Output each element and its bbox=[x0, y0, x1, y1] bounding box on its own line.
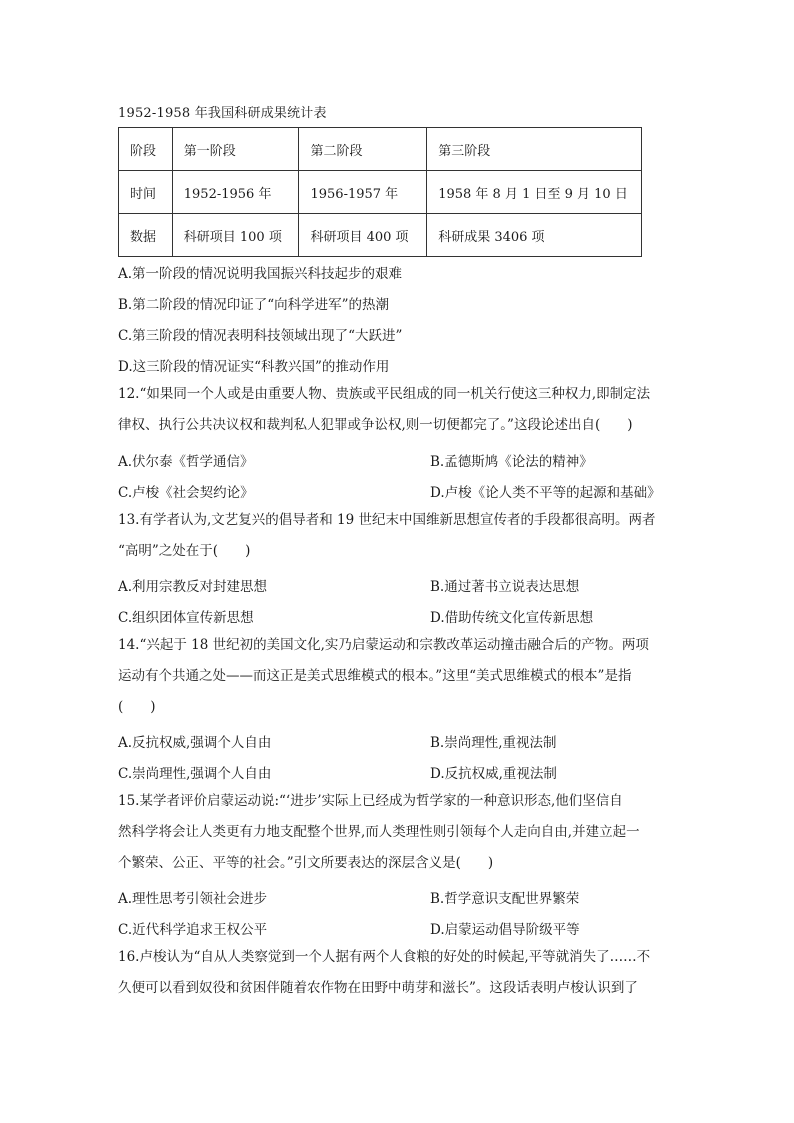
q14-option-c[interactable]: C.崇尚理性,强调个人自由 bbox=[118, 766, 272, 782]
q12-option-a[interactable]: A.伏尔泰《哲学通信》 bbox=[118, 454, 254, 470]
q11-option-c[interactable]: C.第三阶段的情况表明科技领域出现了“大跃进” bbox=[118, 328, 403, 344]
q13-option-b[interactable]: B.通过著书立说表达思想 bbox=[430, 579, 580, 595]
q13-stem-line: “高明”之处在于( ) bbox=[118, 543, 251, 559]
q14-stem-line: 运动有个共通之处——而这正是美式思维模式的根本。”这里“美式思维模式的根本”是指 bbox=[118, 668, 632, 684]
q14-option-a[interactable]: A.反抗权威,强调个人自由 bbox=[118, 735, 272, 751]
q12-option-d[interactable]: D.卢梭《论人类不平等的起源和基础》 bbox=[430, 485, 661, 501]
table-cell: 科研成果 3406 项 bbox=[427, 214, 642, 257]
q11-option-a[interactable]: A.第一阶段的情况说明我国振兴科技起步的艰难 bbox=[118, 266, 403, 282]
q13-option-a[interactable]: A.利用宗教反对封建思想 bbox=[118, 579, 268, 595]
q15-stem-line: 15.某学者评价启蒙运动说:“‘进步’实际上已经成为哲学家的一种意识形态,他们坚信自 bbox=[118, 793, 623, 809]
q14-stem-line: ( ) bbox=[118, 699, 156, 715]
q13-option-d[interactable]: D.借助传统文化宣传新思想 bbox=[430, 610, 594, 626]
research-statistics-table bbox=[118, 127, 642, 257]
q12-stem bbox=[118, 379, 678, 441]
q11-option-b[interactable]: B.第二阶段的情况印证了“向科学进军”的热潮 bbox=[118, 297, 390, 313]
q13-stem bbox=[118, 505, 678, 567]
q12-option-b[interactable]: B.孟德斯鸠《论法的精神》 bbox=[430, 454, 593, 470]
q15-option-c[interactable]: C.近代科学追求王权公平 bbox=[118, 922, 268, 938]
q14-option-d[interactable]: D.反抗权威,重视法制 bbox=[430, 766, 557, 782]
q12-stem-line: 律权、执行公共决议权和裁判私人犯罪或争讼权,则一切便都完了。”这段论述出自( ) bbox=[118, 417, 633, 433]
q15-option-d[interactable]: D.启蒙运动倡导阶级平等 bbox=[430, 922, 580, 938]
q13-stem-line: 13.有学者认为,文艺复兴的倡导者和 19 世纪末中国维新思想宣传者的手段都很高明。两者 bbox=[118, 512, 656, 528]
table-cell: 第三阶段 bbox=[427, 128, 642, 171]
q15-stem bbox=[118, 786, 678, 879]
q12-stem-line: 12.“如果同一个人或是由重要人物、贵族或平民组成的同一机关行使这三种权力,即制定法 bbox=[118, 386, 651, 402]
table-row bbox=[119, 128, 642, 171]
q15-stem-line: 然科学将会让人类更有力地支配整个世界,而人类理性则引领每个人走向自由,并建立起一 bbox=[118, 824, 640, 840]
table-cell: 科研项目 400 项 bbox=[299, 214, 427, 257]
q14-stem-line: 14.“兴起于 18 世纪初的美国文化,实乃启蒙运动和宗教改革运动撞击融合后的产物。两项 bbox=[118, 637, 649, 653]
table-cell: 数据 bbox=[119, 214, 173, 257]
table-cell: 时间 bbox=[119, 171, 173, 214]
q12-option-c[interactable]: C.卢梭《社会契约论》 bbox=[118, 485, 254, 501]
q14-stem bbox=[118, 630, 678, 723]
table-row bbox=[119, 214, 642, 257]
q15-option-a[interactable]: A.理性思考引领社会进步 bbox=[118, 891, 268, 907]
table-cell: 1952-1956 年 bbox=[172, 171, 299, 214]
q15-stem-line: 个繁荣、公正、平等的社会。”引文所要表达的深层含义是( ) bbox=[118, 855, 494, 871]
table-cell: 阶段 bbox=[119, 128, 173, 171]
q14-option-b[interactable]: B.崇尚理性,重视法制 bbox=[430, 735, 557, 751]
q16-stem-line: 久便可以看到奴役和贫困伴随着农作物在田野中萌芽和滋长”。这段话表明卢梭认识到了 bbox=[118, 980, 638, 996]
q11-option-d[interactable]: D.这三阶段的情况证实“科教兴国”的推动作用 bbox=[118, 359, 390, 375]
q15-option-b[interactable]: B.哲学意识支配世界繁荣 bbox=[430, 891, 580, 907]
table-cell: 1956-1957 年 bbox=[299, 171, 427, 214]
q16-stem bbox=[118, 942, 678, 1004]
table-caption: 1952-1958 年我国科研成果统计表 bbox=[118, 106, 327, 121]
q16-stem-line: 16.卢梭认为“自从人类察觉到一个人据有两个人食粮的好处的时候起,平等就消失了……不 bbox=[118, 949, 651, 965]
table-row bbox=[119, 171, 642, 214]
q13-option-c[interactable]: C.组织团体宣传新思想 bbox=[118, 610, 254, 626]
table-cell: 第一阶段 bbox=[172, 128, 299, 171]
table-cell: 第二阶段 bbox=[299, 128, 427, 171]
table-cell: 1958 年 8 月 1 日至 9 月 10 日 bbox=[427, 171, 642, 214]
table-cell: 科研项目 100 项 bbox=[172, 214, 299, 257]
